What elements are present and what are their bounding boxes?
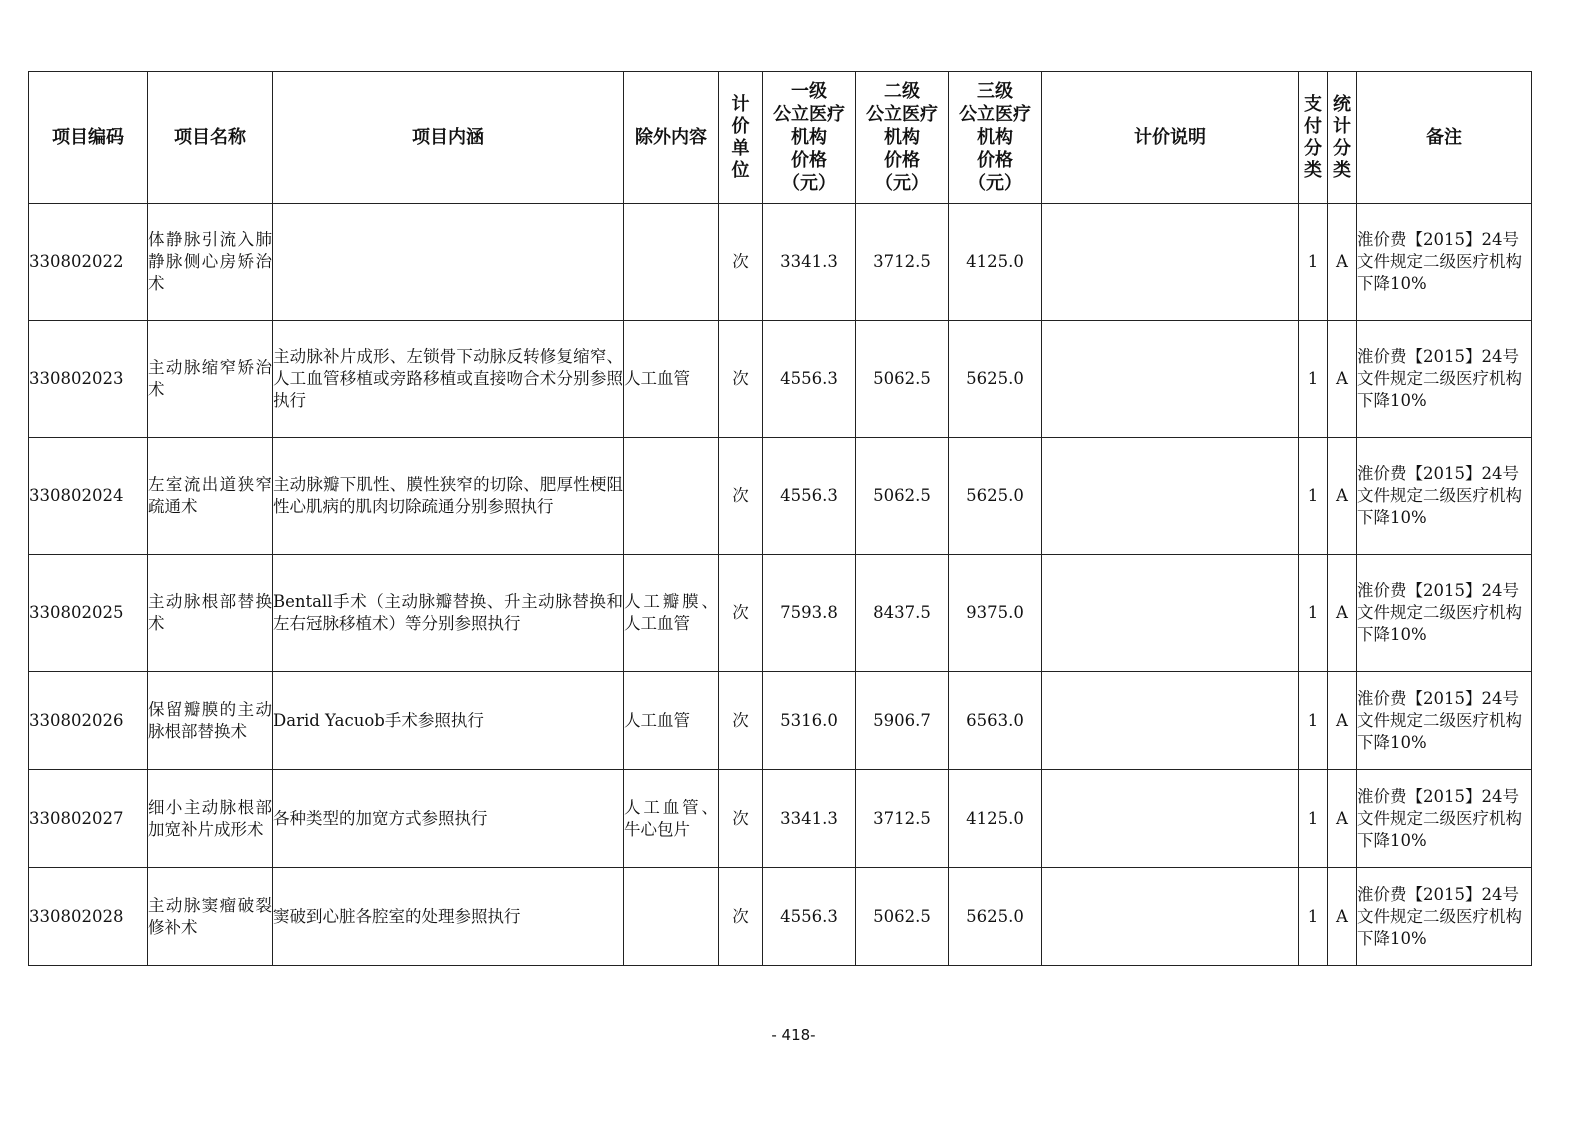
item-pricing-note [1042, 204, 1299, 321]
item-pay-class: 1 [1299, 204, 1328, 321]
item-excluded [624, 204, 719, 321]
item-remark: 淮价费【2015】24号文件规定二级医疗机构下降10% [1357, 204, 1532, 321]
item-name: 体静脉引流入肺静脉侧心房矫治术 [148, 204, 273, 321]
item-stat-class: A [1328, 204, 1357, 321]
item-code: 330802023 [29, 321, 148, 438]
item-price-level3: 5625.0 [949, 438, 1042, 555]
item-price-level3: 4125.0 [949, 204, 1042, 321]
item-price-level3: 6563.0 [949, 672, 1042, 770]
header-row [29, 72, 1532, 204]
item-price-level2: 3712.5 [856, 204, 949, 321]
item-unit: 次 [719, 321, 763, 438]
header-pay-class: 支付分类 [1299, 72, 1328, 204]
item-stat-class: A [1328, 770, 1357, 868]
item-stat-class: A [1328, 672, 1357, 770]
item-stat-class: A [1328, 438, 1357, 555]
header-pricing-note: 计价说明 [1042, 72, 1299, 204]
item-price-level1: 4556.3 [763, 438, 856, 555]
item-remark: 淮价费【2015】24号文件规定二级医疗机构下降10% [1357, 868, 1532, 966]
header-name: 项目名称 [148, 72, 273, 204]
item-pay-class: 1 [1299, 321, 1328, 438]
item-content: 主动脉瓣下肌性、膜性狭窄的切除、肥厚性梗阻性心肌病的肌肉切除疏通分别参照执行 [273, 438, 624, 555]
item-unit: 次 [719, 672, 763, 770]
table-row [29, 204, 1532, 321]
header-price-level2: 二级 公立医疗 机构 价格 （元） [856, 72, 949, 204]
item-price-level2: 5906.7 [856, 672, 949, 770]
item-name: 主动脉窦瘤破裂修补术 [148, 868, 273, 966]
item-excluded: 人工血管 [624, 672, 719, 770]
header-remark: 备注 [1357, 72, 1532, 204]
item-price-level2: 5062.5 [856, 868, 949, 966]
item-pay-class: 1 [1299, 672, 1328, 770]
item-pricing-note [1042, 868, 1299, 966]
item-pricing-note [1042, 672, 1299, 770]
item-pay-class: 1 [1299, 555, 1328, 672]
item-price-level2: 8437.5 [856, 555, 949, 672]
item-price-level1: 7593.8 [763, 555, 856, 672]
item-price-level1: 5316.0 [763, 672, 856, 770]
item-price-level3: 5625.0 [949, 321, 1042, 438]
item-pricing-note [1042, 770, 1299, 868]
item-stat-class: A [1328, 868, 1357, 966]
item-pricing-note [1042, 438, 1299, 555]
item-excluded: 人工血管 [624, 321, 719, 438]
header-content: 项目内涵 [273, 72, 624, 204]
item-price-level1: 3341.3 [763, 770, 856, 868]
item-remark: 淮价费【2015】24号文件规定二级医疗机构下降10% [1357, 438, 1532, 555]
item-pay-class: 1 [1299, 868, 1328, 966]
header-stat-class: 统计分类 [1328, 72, 1357, 204]
item-pricing-note [1042, 321, 1299, 438]
item-excluded: 人工瓣膜、人工血管 [624, 555, 719, 672]
header-price-level3: 三级 公立医疗 机构 价格 （元） [949, 72, 1042, 204]
item-content: 窦破到心脏各腔室的处理参照执行 [273, 868, 624, 966]
item-name: 主动脉根部替换术 [148, 555, 273, 672]
table-row [29, 555, 1532, 672]
header-excluded: 除外内容 [624, 72, 719, 204]
header-price-level1: 一级 公立医疗 机构 价格 （元） [763, 72, 856, 204]
item-pay-class: 1 [1299, 438, 1328, 555]
item-name: 保留瓣膜的主动脉根部替换术 [148, 672, 273, 770]
item-code: 330802022 [29, 204, 148, 321]
item-price-level3: 4125.0 [949, 770, 1042, 868]
item-name: 主动脉缩窄矫治术 [148, 321, 273, 438]
item-code: 330802028 [29, 868, 148, 966]
item-unit: 次 [719, 204, 763, 321]
price-table [28, 71, 1532, 966]
item-price-level1: 4556.3 [763, 868, 856, 966]
item-pricing-note [1042, 555, 1299, 672]
item-code: 330802027 [29, 770, 148, 868]
item-code: 330802026 [29, 672, 148, 770]
item-price-level2: 3712.5 [856, 770, 949, 868]
item-price-level3: 9375.0 [949, 555, 1042, 672]
item-price-level1: 4556.3 [763, 321, 856, 438]
item-excluded [624, 438, 719, 555]
item-content: Bentall手术（主动脉瓣替换、升主动脉替换和左右冠脉移植术）等分别参照执行 [273, 555, 624, 672]
table-row [29, 438, 1532, 555]
item-excluded: 人工血管、牛心包片 [624, 770, 719, 868]
page-number: - 418- [771, 1026, 816, 1044]
item-unit: 次 [719, 438, 763, 555]
item-content: Darid Yacuob手术参照执行 [273, 672, 624, 770]
header-code: 项目编码 [29, 72, 148, 204]
item-unit: 次 [719, 770, 763, 868]
item-content: 主动脉补片成形、左锁骨下动脉反转修复缩窄、人工血管移植或旁路移植或直接吻合术分别参照执行 [273, 321, 624, 438]
item-unit: 次 [719, 555, 763, 672]
item-excluded [624, 868, 719, 966]
item-remark: 淮价费【2015】24号文件规定二级医疗机构下降10% [1357, 770, 1532, 868]
item-pay-class: 1 [1299, 770, 1328, 868]
item-remark: 淮价费【2015】24号文件规定二级医疗机构下降10% [1357, 321, 1532, 438]
item-price-level2: 5062.5 [856, 321, 949, 438]
item-unit: 次 [719, 868, 763, 966]
item-content: 各种类型的加宽方式参照执行 [273, 770, 624, 868]
table-row [29, 770, 1532, 868]
header-unit: 计价单位 [719, 72, 763, 204]
table-row [29, 868, 1532, 966]
item-remark: 淮价费【2015】24号文件规定二级医疗机构下降10% [1357, 555, 1532, 672]
item-stat-class: A [1328, 555, 1357, 672]
item-price-level2: 5062.5 [856, 438, 949, 555]
item-name: 左室流出道狭窄疏通术 [148, 438, 273, 555]
item-content [273, 204, 624, 321]
item-price-level1: 3341.3 [763, 204, 856, 321]
item-name: 细小主动脉根部加宽补片成形术 [148, 770, 273, 868]
item-stat-class: A [1328, 321, 1357, 438]
table-row [29, 672, 1532, 770]
item-price-level3: 5625.0 [949, 868, 1042, 966]
item-code: 330802025 [29, 555, 148, 672]
table-row [29, 321, 1532, 438]
item-remark: 淮价费【2015】24号文件规定二级医疗机构下降10% [1357, 672, 1532, 770]
item-code: 330802024 [29, 438, 148, 555]
